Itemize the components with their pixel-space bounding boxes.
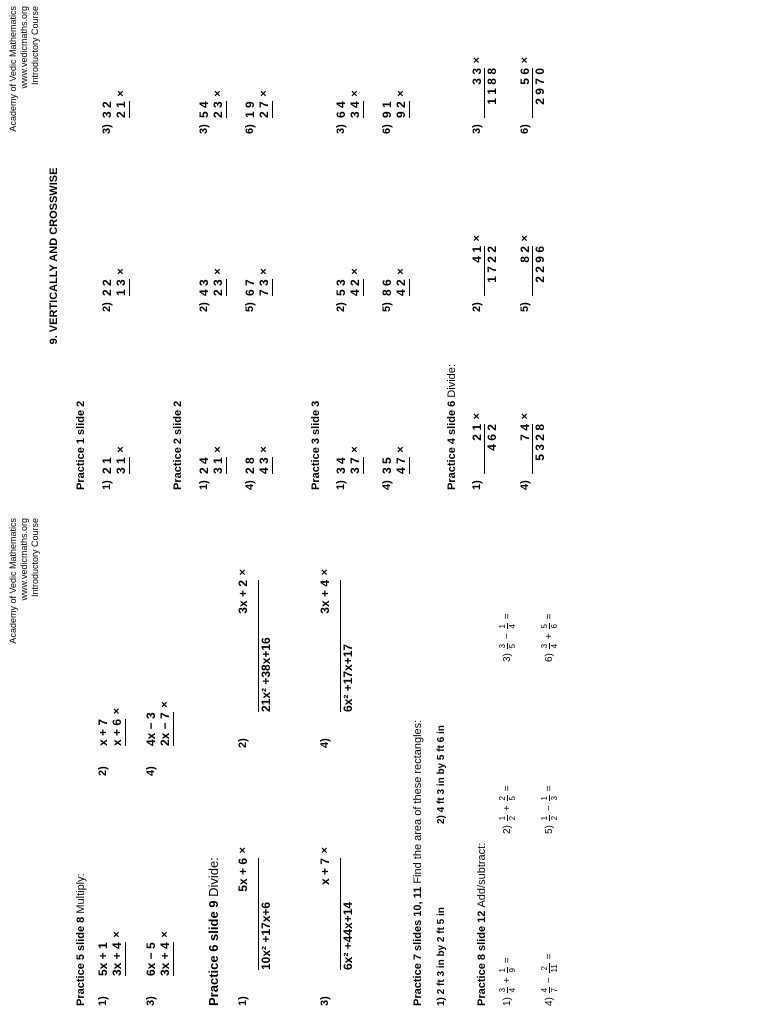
top-number: 6 4 (334, 101, 348, 118)
multiply-sign-icon: × (111, 931, 123, 938)
fraction-problem: 6) 3 4 + 5 6 = (540, 613, 559, 662)
section-title: Practice 7 slides 10, 11 Find the area of these rectangles: (412, 719, 424, 1006)
multiply-sign-icon: × (212, 90, 224, 97)
multiplication-stack (197, 446, 227, 474)
header-line: Introductory Course (30, 518, 40, 598)
division-stack (236, 847, 273, 970)
bottom-expression: 2x − 7 × (158, 701, 172, 746)
top-number: 5 4 (197, 101, 211, 118)
area-problem: 1) 2 ft 3 in by 2 ft 5 in (436, 907, 447, 1006)
multiplication-stack (334, 446, 364, 474)
page-title: 9. VERTICALLY AND CROSSWISE (48, 167, 60, 345)
bottom-number: 4 2 × (394, 268, 408, 296)
division-stack (470, 235, 499, 296)
multiply-sign-icon: × (395, 90, 407, 97)
bottom-number: 3 1 × (114, 446, 128, 474)
fraction: 2 11 (540, 964, 559, 973)
multiply-sign-icon: × (395, 268, 407, 275)
top-expression: x + 7 (96, 718, 110, 746)
multiply-sign-icon: × (115, 268, 127, 275)
problem-number: 1) (101, 480, 113, 490)
divisor: 3x + 2 × (236, 569, 250, 614)
multiply-sign-icon: × (319, 847, 331, 854)
fraction: 3 4 (498, 987, 517, 993)
divisor: 7 4 × (518, 413, 532, 441)
divisor: x + 7 × (318, 847, 332, 886)
division-stack (318, 847, 355, 970)
operator: − (502, 633, 514, 640)
multiply-sign-icon: × (212, 268, 224, 275)
top-number: 1 9 (243, 101, 257, 118)
fraction: 1 3 (540, 796, 559, 801)
top-number: 2 4 (197, 457, 211, 474)
problem-number: 2) (101, 302, 113, 312)
dividend: 4 6 2 (484, 424, 499, 474)
dividend: 1 7 2 2 (484, 246, 499, 296)
fraction: 1 4 (498, 624, 517, 629)
problem-number: 4) (319, 738, 331, 748)
bottom-number: 2 3 × (211, 268, 225, 296)
header-line: www.vedicmaths.org (19, 6, 29, 89)
problem-number: 2) (97, 766, 109, 776)
operator: − (544, 805, 556, 812)
multiply-sign-icon: × (159, 701, 171, 708)
top-number: 9 1 (380, 101, 394, 118)
multiply-sign-icon: × (519, 235, 531, 242)
dividend: 5 3 2 8 (532, 424, 547, 474)
division-stack (318, 569, 355, 712)
bottom-number: 9 2 × (394, 90, 408, 118)
dividend: 2 9 7 0 (532, 68, 547, 118)
multiply-sign-icon: × (111, 707, 123, 715)
dividend: 2 2 9 6 (532, 246, 547, 296)
division-stack (236, 569, 273, 712)
multiply-sign-icon: × (519, 57, 531, 64)
operator: − (544, 977, 556, 984)
header-line: Academy of Vedic Mathematics (8, 518, 18, 644)
multiply-sign-icon: × (258, 90, 270, 97)
top-number: 2 1 (100, 457, 114, 474)
multiplication-stack (243, 446, 273, 474)
section-title: Practice 3 slide 3 (310, 400, 322, 490)
bottom-number: 3 7 × (348, 446, 362, 474)
multiply-sign-icon: × (258, 268, 270, 275)
multiplication-stack (380, 90, 410, 118)
bottom-expression: 3x + 4 × (110, 931, 124, 976)
problem-number: 6) (519, 124, 531, 134)
problem-number: 1) (471, 480, 483, 490)
bottom-number: 3 1 × (211, 446, 225, 474)
problem-number: 6) (244, 124, 256, 134)
multiply-sign-icon: × (319, 569, 331, 576)
problem-number: 6) (381, 124, 393, 134)
multiplication-stack (96, 931, 126, 976)
top-number: 2 2 (100, 279, 114, 296)
multiply-sign-icon: × (395, 446, 407, 453)
bottom-number: 2 7 × (257, 90, 271, 118)
problem-number: 2) (471, 302, 483, 312)
top-expression: 6x − 5 (144, 942, 158, 976)
multiplication-stack (334, 268, 364, 296)
section-title: Practice 6 slide 9 Divide: (206, 857, 221, 1006)
multiplication-stack (100, 90, 130, 118)
fraction-problem: 5) 1 2 − 1 3 = (540, 785, 559, 834)
fraction-problem: 2) 1 2 + 2 5 = (498, 785, 517, 834)
multiplication-stack (96, 707, 126, 746)
dividend: 1 1 8 8 (484, 68, 499, 118)
division-stack (470, 413, 499, 474)
multiply-sign-icon: × (237, 569, 249, 576)
problem-number: 1) (198, 480, 210, 490)
multiply-sign-icon: × (471, 413, 483, 420)
multiplication-stack (334, 90, 364, 118)
problem-number: 2) (198, 302, 210, 312)
fraction-problem: 4) 4 7 − 2 11 = (540, 953, 559, 1006)
problem-number: 4) (519, 480, 531, 490)
problem-number: 1) (97, 996, 109, 1006)
multiply-sign-icon: × (471, 57, 483, 64)
dividend: 6x² +44x+14 (340, 858, 355, 970)
divisor: 5x + 6 × (236, 847, 250, 892)
multiplication-stack (100, 446, 130, 474)
multiplication-stack (243, 90, 273, 118)
dividend: 21x² +38x+16 (258, 580, 273, 712)
fraction: 1 2 (540, 815, 559, 821)
division-stack (518, 235, 547, 296)
divisor: 3 3 × (470, 57, 484, 85)
multiply-sign-icon: × (471, 235, 483, 242)
section-title: Practice 8 slide 12 Add/subtract: (476, 842, 488, 1006)
problem-number: 5) (519, 302, 531, 312)
bottom-number: 4 3 × (257, 446, 271, 474)
problem-number: 5) (381, 302, 393, 312)
multiplication-stack (197, 268, 227, 296)
bottom-expression: 3x + 4 × (158, 931, 172, 976)
bottom-number: 3 4 × (348, 90, 362, 118)
divisor: 3x + 4 × (318, 569, 332, 614)
problem-number: 4) (381, 480, 393, 490)
header-line: Academy of Vedic Mathematics (8, 6, 18, 132)
top-number: 3 4 (334, 457, 348, 474)
division-stack (518, 57, 547, 118)
problem-number: 3) (335, 124, 347, 134)
multiply-sign-icon: × (237, 847, 249, 854)
fraction: 4 7 (540, 987, 559, 993)
page-header (8, 518, 41, 644)
top-number: 2 8 (243, 457, 257, 474)
multiplication-stack (243, 268, 273, 296)
multiplication-stack (197, 90, 227, 118)
fraction: 3 4 (540, 643, 559, 649)
multiply-sign-icon: × (519, 413, 531, 420)
section-title: Practice 4 slide 6 Divide: (446, 364, 458, 490)
top-number: 8 6 (380, 279, 394, 296)
fraction-problem: 3) 3 5 − 1 4 = (498, 613, 517, 662)
top-number: 3 2 (100, 101, 114, 118)
bottom-number: 7 3 × (257, 268, 271, 296)
divisor: 4 1 × (470, 235, 484, 263)
area-problem: 2) 4 ft 3 in by 5 ft 6 in (436, 725, 447, 824)
header-line: Introductory Course (30, 6, 40, 86)
multiply-sign-icon: × (349, 90, 361, 97)
bottom-number: 1 3 × (114, 268, 128, 296)
multiplication-stack (100, 268, 130, 296)
divisor: 8 2 × (518, 235, 532, 263)
bottom-number: 2 1 × (114, 90, 128, 118)
section-title: Practice 1 slide 2 (75, 400, 87, 490)
division-stack (518, 413, 547, 474)
page-header (8, 6, 41, 132)
problem-number: 3) (319, 996, 331, 1006)
operator: + (544, 633, 556, 640)
multiply-sign-icon: × (115, 446, 127, 453)
problem-number: 5) (244, 302, 256, 312)
top-number: 3 5 (380, 457, 394, 474)
division-stack (470, 57, 499, 118)
multiply-sign-icon: × (349, 446, 361, 453)
problem-number: 3) (101, 124, 113, 134)
bottom-number: 2 3 × (211, 90, 225, 118)
top-number: 5 3 (334, 279, 348, 296)
bottom-number: 4 2 × (348, 268, 362, 296)
top-number: 4 3 (197, 279, 211, 296)
bottom-number: 4 7 × (394, 446, 408, 474)
divisor: 5 6 × (518, 57, 532, 85)
multiply-sign-icon: × (212, 446, 224, 453)
fraction-problem: 1) 3 4 + 1 9 = (498, 957, 517, 1006)
problem-number: 4) (145, 766, 157, 776)
bottom-expression: x + 6 × (110, 707, 124, 746)
fraction: 1 9 (498, 968, 517, 973)
worksheet-page-2 (0, 512, 768, 1024)
top-number: 6 7 (243, 279, 257, 296)
problem-number: 3) (198, 124, 210, 134)
problem-number: 3) (471, 124, 483, 134)
multiplication-stack (380, 446, 410, 474)
dividend: 10x² +17x+6 (258, 858, 273, 970)
operator: + (502, 977, 514, 984)
operator: + (502, 805, 514, 812)
multiply-sign-icon: × (115, 90, 127, 97)
top-expression: 4x − 3 (144, 712, 158, 746)
fraction: 3 5 (498, 643, 517, 649)
fraction: 1 2 (498, 815, 517, 821)
dividend: 6x² +17x+17 (340, 580, 355, 712)
multiplication-stack (144, 701, 174, 746)
problem-number: 3) (145, 996, 157, 1006)
multiply-sign-icon: × (159, 931, 171, 938)
multiply-sign-icon: × (258, 446, 270, 453)
section-title: Practice 2 slide 2 (172, 400, 184, 490)
problem-number: 1) (335, 480, 347, 490)
multiplication-stack (144, 931, 174, 976)
multiplication-stack (380, 268, 410, 296)
section-title: Practice 5 slide 8 Multiply: (75, 873, 87, 1006)
multiply-sign-icon: × (349, 268, 361, 275)
fraction: 2 5 (498, 796, 517, 801)
problem-number: 2) (335, 302, 347, 312)
divisor: 2 1 × (470, 413, 484, 441)
fraction: 5 6 (540, 624, 559, 629)
top-expression: 5x + 1 (96, 942, 110, 976)
problem-number: 1) (237, 996, 249, 1006)
problem-number: 2) (237, 738, 249, 748)
problem-number: 4) (244, 480, 256, 490)
header-line: www.vedicmaths.org (19, 518, 29, 601)
